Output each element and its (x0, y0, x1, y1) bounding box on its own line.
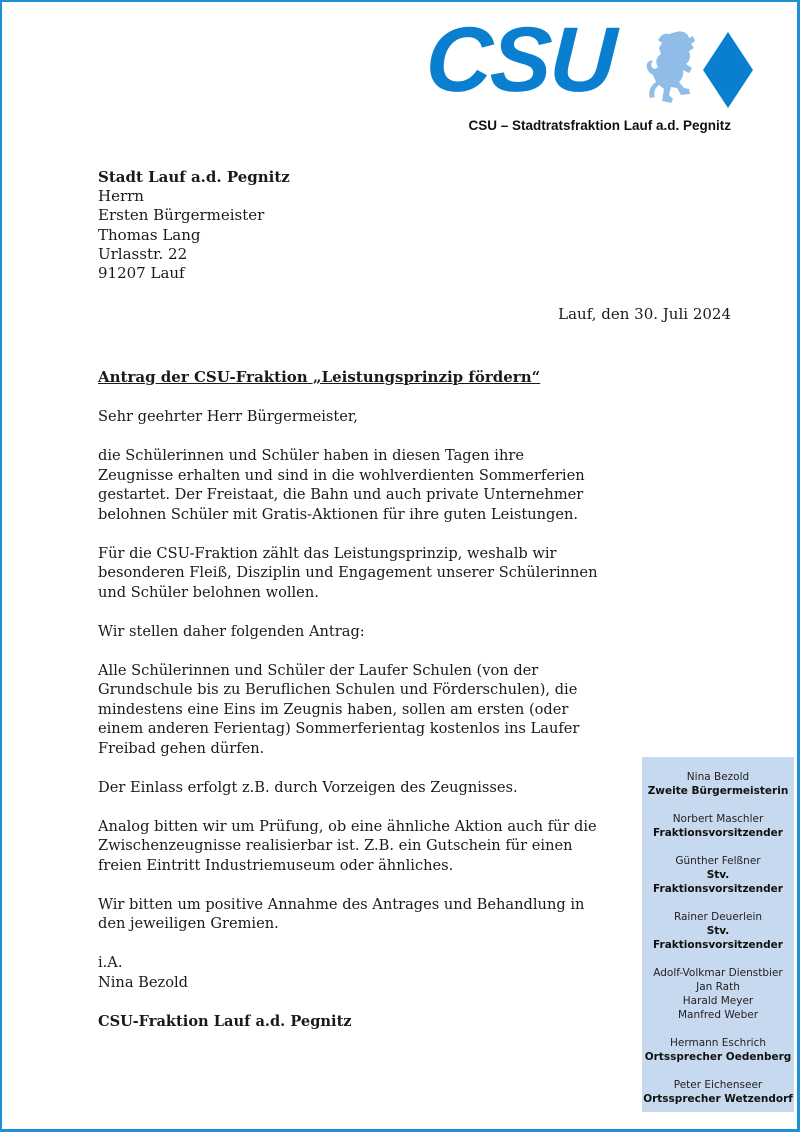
recipient-street: Urlasstr. 22 (98, 244, 188, 263)
member-name: Peter Eichenseer (673, 1079, 763, 1091)
member-role: Fraktionsvorsitzender (653, 827, 783, 839)
body-paragraph: Wir bitten um positive Annahme des Antrages und Behandlung in den jeweiligen Gremien. (98, 895, 585, 932)
body-paragraph: Der Einlass erfolgt z.B. durch Vorzeigen des Zeugnisses. (98, 778, 518, 796)
member-role: Stv. Fraktionsvorsitzender (653, 869, 783, 895)
letter-subject: Antrag der CSU-Fraktion „Leistungsprinzip fördern“ (98, 368, 541, 386)
recipient-city: 91207 Lauf (98, 264, 185, 283)
faction-members-sidebar (642, 757, 794, 1112)
csu-logo (423, 9, 756, 111)
signoff-org: CSU-Fraktion Lauf a.d. Pegnitz (98, 1012, 352, 1030)
member-role: Ortssprecher Oedenberg (644, 1051, 792, 1063)
member-entry (642, 770, 794, 798)
salutation: Sehr geehrter Herr Bürgermeister, (98, 408, 358, 425)
member-name: Günther Felßner (675, 855, 761, 867)
letter-body (98, 407, 598, 1031)
member-entry (642, 1036, 794, 1064)
bavarian-lion-icon (646, 30, 702, 108)
rhombus-icon (703, 32, 753, 108)
recipient-salutation: Herrn (98, 187, 144, 206)
recipient-org: Stadt Lauf a.d. Pegnitz (98, 168, 290, 186)
member-name: Manfred Weber (677, 1009, 759, 1021)
member-role: Ortssprecher Wetzendorf (643, 1093, 793, 1105)
signoff-ia: i.A. (98, 954, 123, 971)
member-name: Jan Rath (696, 981, 740, 993)
member-name: Nina Bezold (686, 771, 750, 783)
member-entry (642, 854, 794, 896)
letterhead-org-line: CSU – Stadtratsfraktion Lauf a.d. Pegnitz (468, 118, 731, 133)
member-name: Harald Meyer (682, 995, 754, 1007)
recipient-title: Ersten Bürgermeister (98, 206, 265, 225)
member-role: Stv. Fraktionsvorsitzender (653, 925, 783, 951)
member-entry (642, 1078, 794, 1106)
recipient-name: Thomas Lang (98, 225, 201, 244)
body-paragraph: Wir stellen daher folgenden Antrag: (98, 622, 365, 640)
letter-date: Lauf, den 30. Juli 2024 (558, 305, 731, 323)
member-name: Norbert Maschler (672, 813, 764, 825)
body-paragraph: Alle Schülerinnen und Schüler der Laufer Schulen (von der Grundschule bis zu Beruflichen Schulen und Förderschulen), die mindestens eine Eins im Zeugnis haben, sollen am ersten (oder einem anderen Ferientag) Sommerferientag kostenlos ins Laufer Freibad gehen dürfen. (98, 661, 580, 757)
member-name: Adolf-Volkmar Dienstbier (653, 967, 783, 979)
member-role: Zweite Bürgermeisterin (647, 785, 789, 797)
body-paragraph: Analog bitten wir um Prüfung, ob eine ähnliche Aktion auch für die Zwischenzeugnisse realisierbar ist. Z.B. ein Gutschein für einen freien Eintritt Industriemuseum oder ähnliches. (98, 817, 597, 874)
member-entry (642, 812, 794, 840)
member-name: Rainer Deuerlein (673, 911, 763, 923)
recipient-address (98, 168, 290, 283)
body-paragraph: Für die CSU-Fraktion zählt das Leistungsprinzip, weshalb wir besonderen Fleiß, Disziplin und Engagement unserer Schülerinnen und Schüler belohnen wollen. (98, 544, 598, 601)
signoff-name: Nina Bezold (98, 973, 189, 991)
member-name: Hermann Eschrich (670, 1037, 766, 1049)
body-paragraph: die Schülerinnen und Schüler haben in diesen Tagen ihre Zeugnisse erhalten und sind in die wohlverdienten Sommerferien gestartet. Der Freistaat, die Bahn und auch private Unternehmer belohnen Schüler mit Gratis-Aktionen für ihre guten Leistungen. (98, 447, 585, 523)
member-entry (642, 910, 794, 952)
logo-wordmark: CSU (423, 9, 617, 111)
council-members-group (642, 966, 794, 1022)
